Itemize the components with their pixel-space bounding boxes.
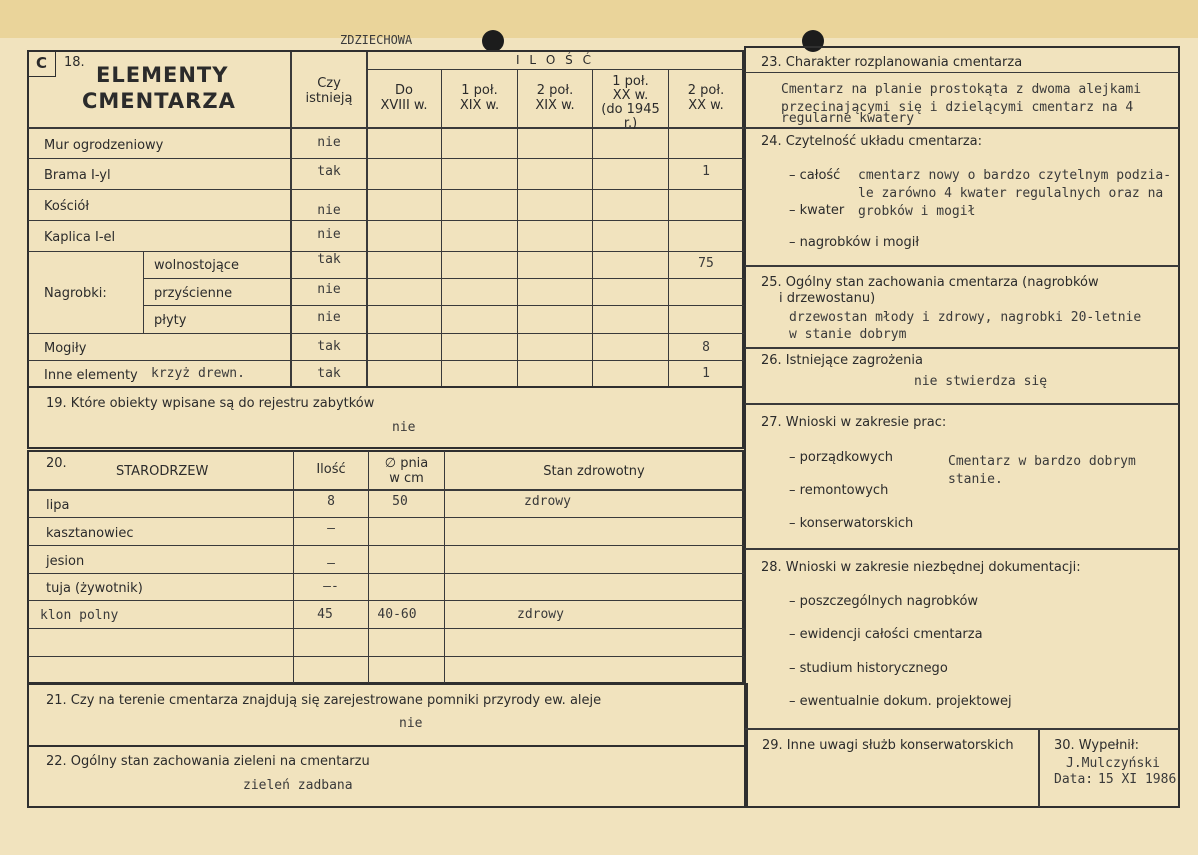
category-badge-letter: C bbox=[35, 54, 47, 72]
tree-row-qty: 45 bbox=[317, 607, 333, 622]
nagrobki-przyscienne-exists: nie bbox=[317, 282, 341, 297]
tree-row-diameter: 40-60 bbox=[377, 607, 417, 622]
section-28-item-4: – ewentualnie dokum. projektowej bbox=[789, 694, 1012, 709]
row-inne-exists: tak bbox=[317, 366, 341, 381]
row-inne-count: 1 bbox=[702, 366, 710, 381]
col-period-2: 1 poł. XIX w. bbox=[459, 83, 500, 113]
section-22-answer: zieleń zadbana bbox=[243, 778, 353, 793]
section-30-question: 30. Wypełnił: bbox=[1054, 738, 1139, 753]
section-29-question: 29. Inne uwagi służb konserwatorskich bbox=[762, 738, 1014, 753]
tree-row-qty: –- bbox=[323, 579, 339, 594]
section-27-item-3: – konserwatorskich bbox=[789, 516, 914, 531]
col-quantity-header: I L O Ś Ć bbox=[516, 53, 594, 67]
section-28-item-3: – studium historycznego bbox=[789, 661, 948, 676]
section-23-question: 23. Charakter rozplanowania cmentarza bbox=[761, 55, 1023, 70]
row-brama-label: Brama I-yl bbox=[44, 168, 111, 183]
tree-row-name: kasztanowiec bbox=[46, 526, 134, 541]
card-top-band bbox=[0, 0, 1198, 38]
section-23-answer-2: przecinającymi się i dzielącymi cmentarz na 4 bbox=[781, 100, 1134, 115]
section-21-question: 21. Czy na terenie cmentarza znajdują się zarejestrowane pomniki przyrody ew. aleje bbox=[46, 693, 602, 708]
row-kosciol-label: Kościół bbox=[44, 199, 90, 214]
section-18-number: 18. bbox=[64, 55, 85, 70]
row-inne-label: Inne elementy bbox=[44, 368, 138, 383]
section-25-answer-2: w stanie dobrym bbox=[789, 327, 907, 342]
section-30-date-label: Data: bbox=[1054, 772, 1094, 787]
tree-row-name: klon polny bbox=[40, 608, 119, 623]
nagrobki-wolnostojace-label: wolnostojące bbox=[154, 258, 239, 273]
section-24-answer-1: cmentarz nowy o bardzo czytelnym podzia- bbox=[858, 168, 1172, 183]
nagrobki-wolnostojace-count: 75 bbox=[698, 256, 714, 271]
section-27-item-1: – porządkowych bbox=[789, 450, 893, 465]
row-mogily-exists: tak bbox=[317, 339, 341, 354]
nagrobki-label: Nagrobki: bbox=[44, 286, 107, 301]
section-18-title-1: ELEMENTY bbox=[96, 63, 229, 87]
section-30-name: J.Mulczyński bbox=[1066, 756, 1160, 771]
section-27-answer-1: Cmentarz w bardzo dobrym bbox=[948, 454, 1136, 469]
section-24-answer-2: le zarówno 4 kwater regulalnych oraz na bbox=[858, 186, 1164, 201]
section-19-answer: nie bbox=[392, 420, 416, 435]
section-18-title-2: CMENTARZA bbox=[82, 89, 236, 113]
row-inne-typed: krzyż drewn. bbox=[151, 366, 245, 381]
row-kosciol-exists: nie bbox=[317, 203, 341, 218]
section-27-question: 27. Wnioski w zakresie prac: bbox=[761, 415, 947, 430]
row-mogily-label: Mogiły bbox=[44, 341, 87, 356]
section-27-item-2: – remontowych bbox=[789, 483, 889, 498]
section-20-title: STARODRZEW bbox=[116, 464, 209, 479]
col-exists-header: Czy istnieją bbox=[305, 76, 353, 106]
section-30-date: 15 XI 1986 bbox=[1098, 772, 1177, 787]
nagrobki-wolnostojace-exists: tak bbox=[317, 252, 341, 267]
tree-row-qty: – bbox=[327, 521, 335, 536]
row-mur-exists: nie bbox=[317, 135, 341, 150]
section-25-question-1: 25. Ogólny stan zachowania cmentarza (nagrobków bbox=[761, 275, 1099, 290]
row-mogily-count: 8 bbox=[702, 340, 710, 355]
section-19-question: 19. Które obiekty wpisane są do rejestru zabytków bbox=[46, 396, 375, 411]
col-period-1: Do XVIII w. bbox=[380, 83, 428, 113]
section-28-question: 28. Wnioski w zakresie niezbędnej dokumentacji: bbox=[761, 560, 1081, 575]
section-28-item-2: – ewidencji całości cmentarza bbox=[789, 627, 983, 642]
section-25-question-2: i drzewostanu) bbox=[779, 291, 876, 306]
col-period-3: 2 poł. XIX w. bbox=[535, 83, 575, 113]
col-state-header: Stan zdrowotny bbox=[543, 464, 645, 479]
col-period-5: 2 poł. XX w. bbox=[687, 83, 725, 113]
section-24-item-1: – całość bbox=[789, 168, 841, 183]
section-23-answer-3: regularne kwatery bbox=[781, 111, 915, 126]
section-24-item-2: – kwater bbox=[789, 203, 845, 218]
col-period-4: 1 poł. XX w. (do 1945 r.) bbox=[601, 74, 660, 131]
row-brama-exists: tak bbox=[317, 164, 341, 179]
tree-row-qty: – bbox=[327, 556, 335, 571]
section-24-question: 24. Czytelność układu cmentarza: bbox=[761, 134, 983, 149]
section-26-question: 26. Istniejące zagrożenia bbox=[761, 353, 923, 368]
tree-row-qty: 8 bbox=[327, 494, 335, 509]
tree-row-state: zdrowy bbox=[524, 494, 571, 509]
section-23-answer-1: Cmentarz na planie prostokąta z dwoma alejkami bbox=[781, 82, 1142, 97]
nagrobki-przyscienne-label: przyścienne bbox=[154, 286, 233, 301]
tree-row-diameter: 50 bbox=[392, 494, 408, 509]
col-diameter-header: ∅ pnia w cm bbox=[384, 456, 429, 486]
section-26-answer: nie stwierdza się bbox=[914, 374, 1048, 389]
section-24-item-3: – nagrobków i mogił bbox=[789, 235, 920, 250]
row-brama-count: 1 bbox=[702, 164, 710, 179]
section-21-answer: nie bbox=[399, 716, 423, 731]
tree-row-name: lipa bbox=[46, 498, 70, 513]
nagrobki-plyty-exists: nie bbox=[317, 310, 341, 325]
section-28-item-1: – poszczególnych nagrobków bbox=[789, 594, 979, 609]
section-20-number: 20. bbox=[46, 456, 67, 471]
category-badge bbox=[28, 51, 56, 77]
col-qty-header: Ilość bbox=[316, 462, 346, 477]
tree-row-state: zdrowy bbox=[517, 607, 564, 622]
location-stamp: ZDZIECHOWA bbox=[340, 33, 413, 47]
nagrobki-plyty-label: płyty bbox=[154, 313, 187, 328]
section-25-answer-1: drzewostan młody i zdrowy, nagrobki 20-letnie bbox=[789, 310, 1142, 325]
tree-row-name: tuja (żywotnik) bbox=[46, 581, 143, 596]
tree-row-name: jesion bbox=[46, 554, 85, 569]
row-mur-label: Mur ogrodzeniowy bbox=[44, 138, 164, 153]
row-kaplica-exists: nie bbox=[317, 227, 341, 242]
section-27-answer-2: stanie. bbox=[948, 472, 1003, 487]
section-22-question: 22. Ogólny stan zachowania zieleni na cmentarzu bbox=[46, 754, 370, 769]
punch-hole-left bbox=[482, 30, 504, 52]
section-24-answer-3: grobków i mogił bbox=[858, 204, 976, 219]
row-kaplica-label: Kaplica I-el bbox=[44, 230, 116, 245]
